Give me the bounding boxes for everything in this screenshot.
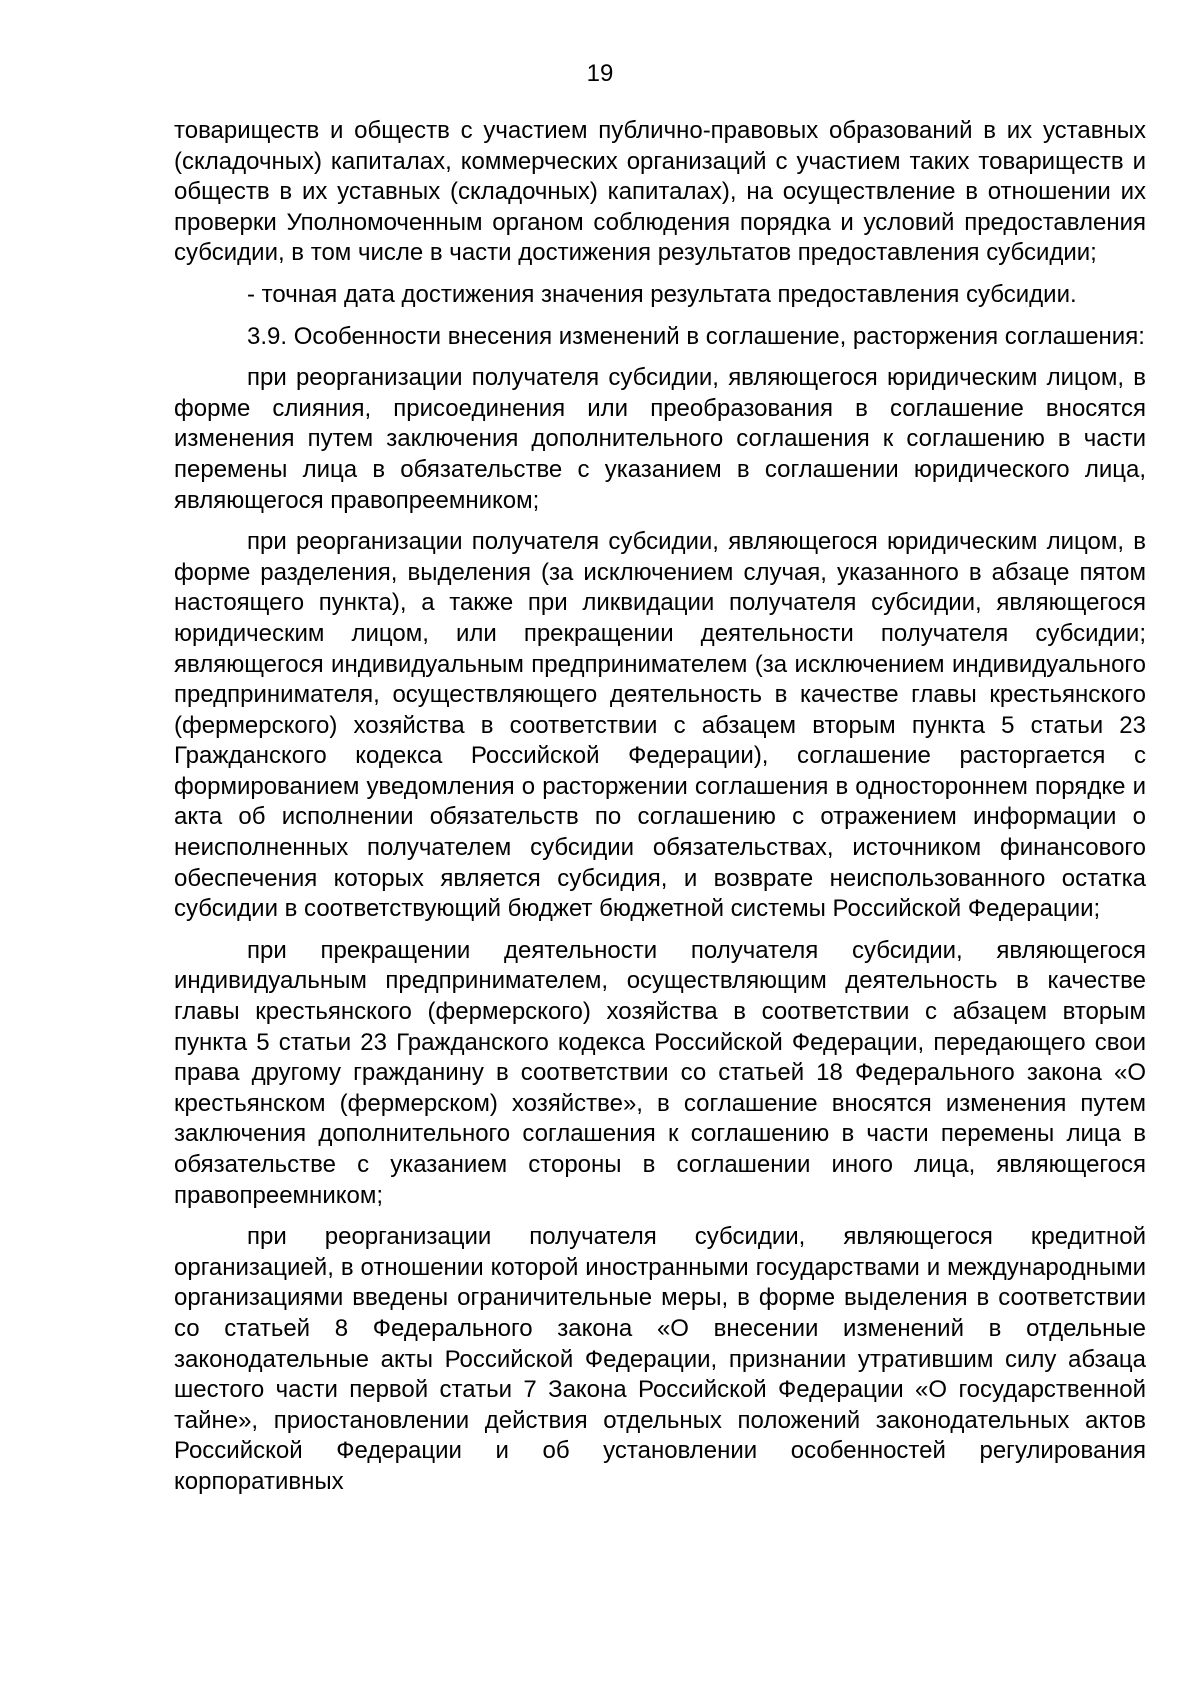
paragraph-reorganization-division: при реорганизации получателя субсидии, являющегося юридическим лицом, в форме разделения, выделения (за исключением случая, указанного в абзаце пятом настоящего пункта), а также при ликвидации получателя субсидии, являющегося юридическим лицом, или прекращении деятельности получателя субсидии; являющегося индивидуальным предпринимателем (за исключением индивидуального предпринимателя, осуществляющего деятельность в качестве главы крестьянского (фермерского) хозяйства в соответствии с абзацем вторым пункта 5 статьи 23 Гражданского кодекса Российской Федерации), соглашение расторгается с формированием уведомления о расторжении соглашения в одностороннем порядке и акта об исполнении обязательств по соглашению с отражением информации о неисполненных получателем субсидии обязательствах, источником финансового обеспечения которых является субсидия, и возврате неиспользованного остатка субсидии в соответствующий бюджет бюджетной системы Российской Федерации; [174, 528, 1146, 923]
paragraph-continuation: товариществ и обществ с участием публично-правовых образований в их уставных (складочных) капиталах, коммерческих организаций с участием таких товариществ и обществ в их уставных (складочных) капиталах), на осуществление в отношении их проверки Уполномоченным органом соблюдения порядка и условий предоставления субсидии, в том числе в части достижения результатов предоставления субсидии; [174, 117, 1146, 267]
paragraph-reorganization-merger: при реорганизации получателя субсидии, являющегося юридическим лицом, в форме слияния, присоединения или преобразования в соглашение вносятся изменения путем заключения дополнительного соглашения к соглашению в части перемены лица в обязательстве с указанием в соглашении юридического лица, являющегося правопреемником; [174, 364, 1146, 514]
paragraph-section-3-9: 3.9. Особенности внесения изменений в соглашение, расторжения соглашения: [247, 322, 1145, 350]
paragraph-exact-date: - точная дата достижения значения результата предоставления субсидии. [247, 280, 1077, 308]
document-body [174, 116, 1146, 1509]
paragraph-farm-termination: при прекращении деятельности получателя субсидии, являющегося индивидуальным предпринимателем, осуществляющим деятельность в качестве главы крестьянского (фермерского) хозяйства в соответствии с абзацем вторым пункта 5 статьи 23 Гражданского кодекса Российской Федерации, передающего свои права другому гражданину в соответствии со статьей 18 Федерального закона «О крестьянском (фермерском) хозяйстве», в соглашение вносятся изменения путем заключения дополнительного соглашения к соглашению в части перемены лица в обязательстве с указанием стороны в соглашении иного лица, являющегося правопреемником; [174, 936, 1146, 1209]
paragraph-credit-organization: при реорганизации получателя субсидии, являющегося кредитной организацией, в отношении которой иностранными государствами и международными организациями введены ограничительные меры, в форме выделения в соответствии со статьей 8 Федерального закона «О внесении изменений в отдельные законодательные акты Российской Федерации, признании утратившим силу абзаца шестого части первой статьи 7 Закона Российской Федерации «О государственной тайне», приостановлении действия отдельных положений законодательных актов Российской Федерации и об установлении особенностей регулирования корпоративных [174, 1223, 1146, 1495]
page-number: 19 [586, 60, 614, 87]
